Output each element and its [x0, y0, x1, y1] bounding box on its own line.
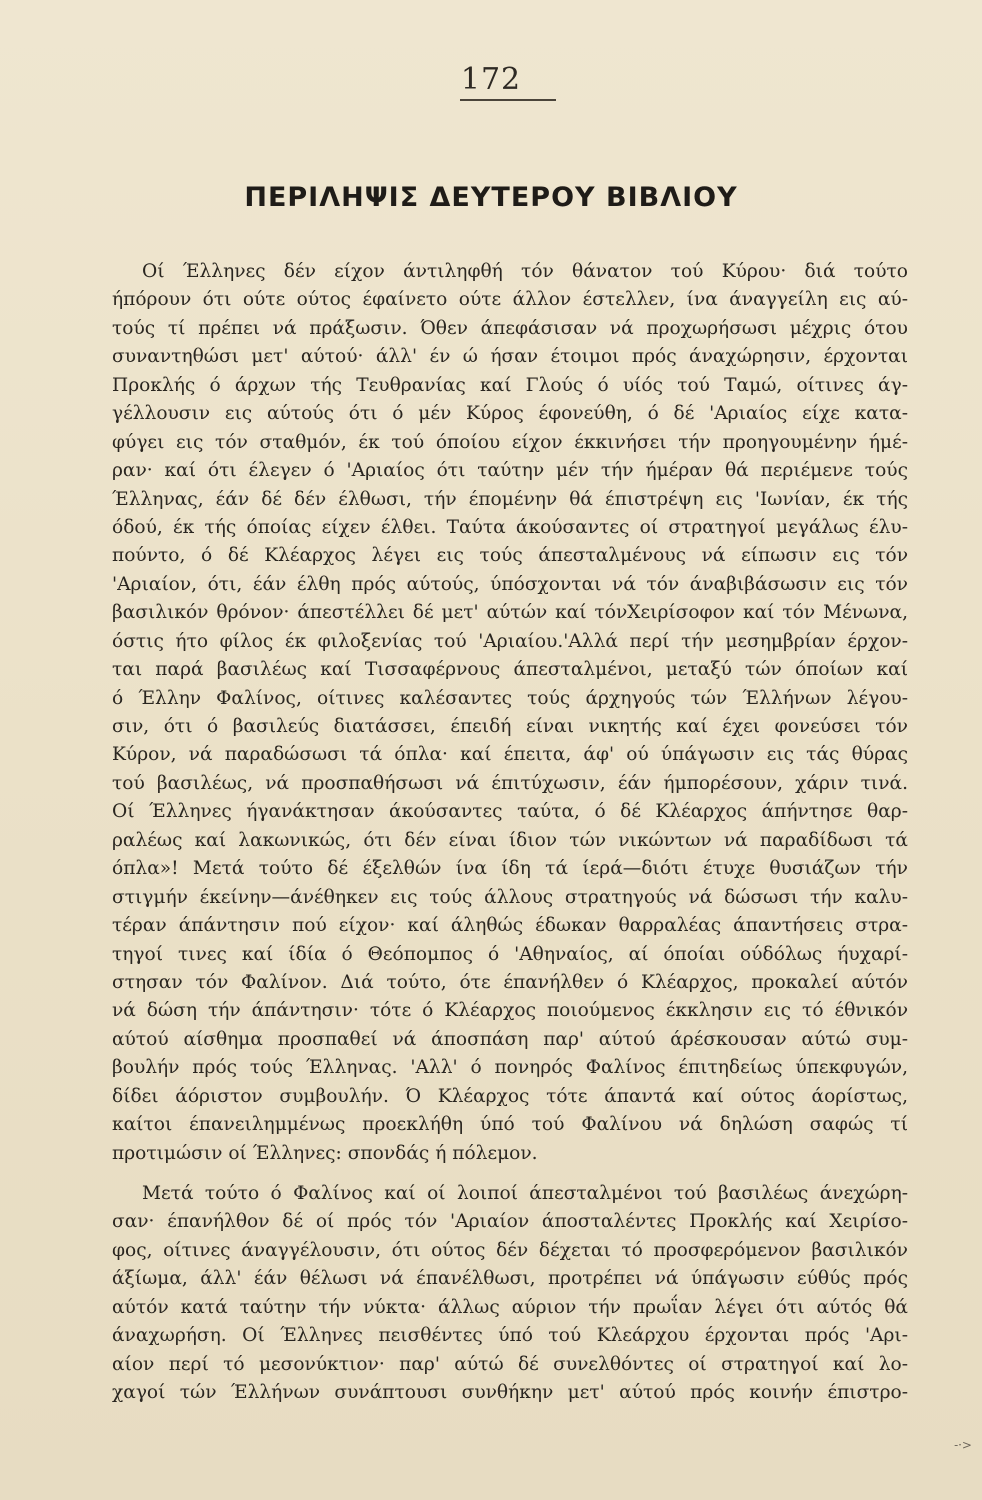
- text-line: τούς τί πρέπει νά πράξωσιν. Όθεν άπεφάσισαν νά προχωρήσωσι μέχρις ότου: [112, 317, 908, 339]
- text-line: φύγει εις τόν σταθμόν, έκ τού όποίου είχον έκκινήσει τήν προηγουμένην ήμέ-: [112, 431, 908, 453]
- text-line: Μετά τούτο ό Φαλίνος καί οί λοιποί άπεσταλμένοι τού βασιλέως άνεχώρη-: [142, 1183, 908, 1204]
- text-line: ό Έλλην Φαλίνος, οίτινες καλέσαντες τούς άρχηγούς τών Έλλήνων λέγου-: [112, 687, 908, 709]
- text-line: χαγοί τών Έλλήνων συνάπτουσι συνθήκην μετ' αύτού πρός κοινήν έπιστρο-: [112, 1382, 908, 1404]
- text-line: Προκλής ό άρχων τής Τευθρανίας καί Γλούς ό υίός τού Ταμώ, οίτινες άγ-: [112, 374, 908, 396]
- paragraph: [112, 258, 908, 1168]
- text-line: βασιλικόν θρόνον· άπεστέλλει δέ μετ' αύτών καί τόνΧειρίσοφον καί τόν Μένωνα,: [112, 602, 908, 624]
- text-line: προτιμώσιν οί Έλληνες: σπονδάς ή πόλεμον.: [112, 1142, 538, 1164]
- text-line: καίτοι έπανειλημμένως προεκλήθη ύπό τού Φαλίνου νά δηλώση σαφώς τί: [112, 1114, 908, 1136]
- text-line: φος, οίτινες άναγγέλουσιν, ότι ούτος δέν δέχεται τό προσφερόμενον βασιλικόν: [112, 1239, 908, 1261]
- paragraph-gap: [112, 1168, 908, 1180]
- text-line: τού βασιλέως, νά προσπαθήσωσι νά έπιτύχωσιν, έάν ήμπορέσουν, χάριν τινά.: [112, 772, 908, 794]
- body-text: [112, 258, 908, 1408]
- text-line: ται παρά βασιλέως καί Τισσαφέρνους άπεσταλμένοι, μεταξύ τών όποίων καί: [112, 659, 908, 681]
- text-line: τέραν άπάντησιν πού είχον· καί άληθώς έδωκαν θαρραλέας άπαντήσεις στρα-: [112, 915, 908, 937]
- text-line: ραλέως καί λακωνικώς, ότι δέν είναι ίδιον τών νικώντων νά παραδίδωσι τά: [112, 829, 908, 851]
- text-line: δίδει άόριστον συμβουλήν. Ό Κλέαρχος τότε άπαντά καί ούτος άορίστως,: [112, 1085, 908, 1107]
- text-line: βουλήν πρός τούς Έλληνας. 'Αλλ' ό πονηρός Φαλίνος έπιτηδείως ύπεκφυγών,: [112, 1057, 908, 1079]
- text-line: όστις ήτο φίλος έκ φιλοξενίας τού 'Αριαίου.'Αλλά περί τήν μεσημβρίαν έρχον-: [112, 630, 908, 652]
- text-line: σαν· έπανήλθον δέ οί πρός τόν 'Αριαίον άποσταλέντες Προκλής καί Χειρίσο-: [112, 1211, 908, 1233]
- text-line: 'Αριαίον, ότι, έάν έλθη πρός αύτούς, ύπόσχονται νά τόν άναβιβάσωσιν εις τόν: [112, 573, 908, 595]
- page-number-rule: [460, 99, 556, 101]
- page-number: 172: [460, 62, 522, 97]
- text-line: αίον περί τό μεσονύκτιον· παρ' αύτώ δέ συνελθόντες οί στρατηγοί καί λο-: [112, 1353, 908, 1375]
- text-line: Κύρον, νά παραδώσωσι τά όπλα· καί έπειτα, άφ' ού ύπάγωσιν εις τάς θύρας: [112, 744, 908, 766]
- text-line: αύτού αίσθημα προσπαθεί νά άποσπάση παρ' αύτού άρέσκουσαν αύτώ συμ-: [112, 1028, 908, 1050]
- text-line: ήπόρουν ότι ούτε ούτος έφαίνετο ούτε άλλον έστελλεν, ίνα άναγγείλη εις αύ-: [112, 289, 908, 311]
- text-line: όδού, έκ τής όποίας είχεν έλθει. Ταύτα άκούσαντες οί στρατηγοί μεγάλως έλυ-: [112, 516, 908, 538]
- text-line: Οί Έλληνες ήγανάκτησαν άκούσαντες ταύτα, ό δέ Κλέαρχος άπήντησε θαρ-: [112, 801, 908, 823]
- text-line: νά δώση τήν άπάντησιν· τότε ό Κλέαρχος ποιούμενος έκκλησιν εις τό έθνικόν: [112, 1000, 908, 1022]
- text-line: σιν, ότι ό βασιλεύς διατάσσει, έπειδή είναι νικητής καί έχει φονεύσει τόν: [112, 716, 908, 737]
- text-line: πούντο, ό δέ Κλέαρχος λέγει εις τούς άπεσταλμένους νά είπωσιν εις τόν: [112, 545, 908, 567]
- chapter-title: ΠΕΡΙΛΗΨΙΣ ΔΕΥΤΕΡΟΥ ΒΙΒΛΙΟΥ: [244, 182, 738, 213]
- text-line: άναχωρήση. Οί Έλληνες πεισθέντες ύπό τού Κλεάρχου έρχονται πρός 'Αρι-: [112, 1325, 908, 1347]
- text-line: Έλληνας, έάν δέ δέν έλθωσι, τήν έπομένην θά έπιστρέψη εις 'Ιωνίαν, έκ τής: [112, 488, 908, 510]
- text-line: άξίωμα, άλλ' έάν θέλωσι νά έπανέλθωσι, προτρέπει νά ύπάγωσιν εύθύς πρός: [112, 1268, 908, 1290]
- text-line: συναντηθώσι μετ' αύτού· άλλ' έν ώ ήσαν έτοιμοι πρός άναχώρησιν, έρχονται: [112, 346, 908, 368]
- text-line: ραν· καί ότι έλεγεν ό 'Αριαίος ότι ταύτην μέν τήν ήμέραν θά περιέμενε τούς: [112, 460, 908, 482]
- text-line: αύτόν κατά ταύτην τήν νύκτα· άλλως αύριον τήν πρωΐαν λέγει ότι αύτός θά: [112, 1296, 908, 1318]
- text-line: γέλλουσιν εις αύτούς ότι ό μέν Κύρος έφονεύθη, ό δέ 'Αριαίος είχε κατα-: [112, 403, 908, 425]
- text-line: όπλα»! Μετά τούτο δέ έξελθών ίνα ίδη τά ίερά—διότι έτυχε θυσιάζων τήν: [112, 858, 908, 880]
- text-line: τηγοί τινες καί ίδία ό Θεόπομπος ό 'Αθηναίος, αί όποίαι ούδόλως ήυχαρί-: [112, 943, 908, 965]
- text-line: στιγμήν έκείνην—άνέθηκεν εις τούς άλλους στρατηγούς νά δώσωσι τήν καλυ-: [112, 886, 908, 908]
- margin-mark: -·>: [954, 1438, 972, 1452]
- text-line: στησαν τόν Φαλίνον. Διά τούτο, ότε έπανήλθεν ό Κλέαρχος, προκαλεί αύτόν: [112, 971, 908, 993]
- text-line: Οί Έλληνες δέν είχον άντιληφθή τόν θάνατον τού Κύρου· διά τούτο: [142, 261, 908, 282]
- paragraph: [112, 1180, 908, 1408]
